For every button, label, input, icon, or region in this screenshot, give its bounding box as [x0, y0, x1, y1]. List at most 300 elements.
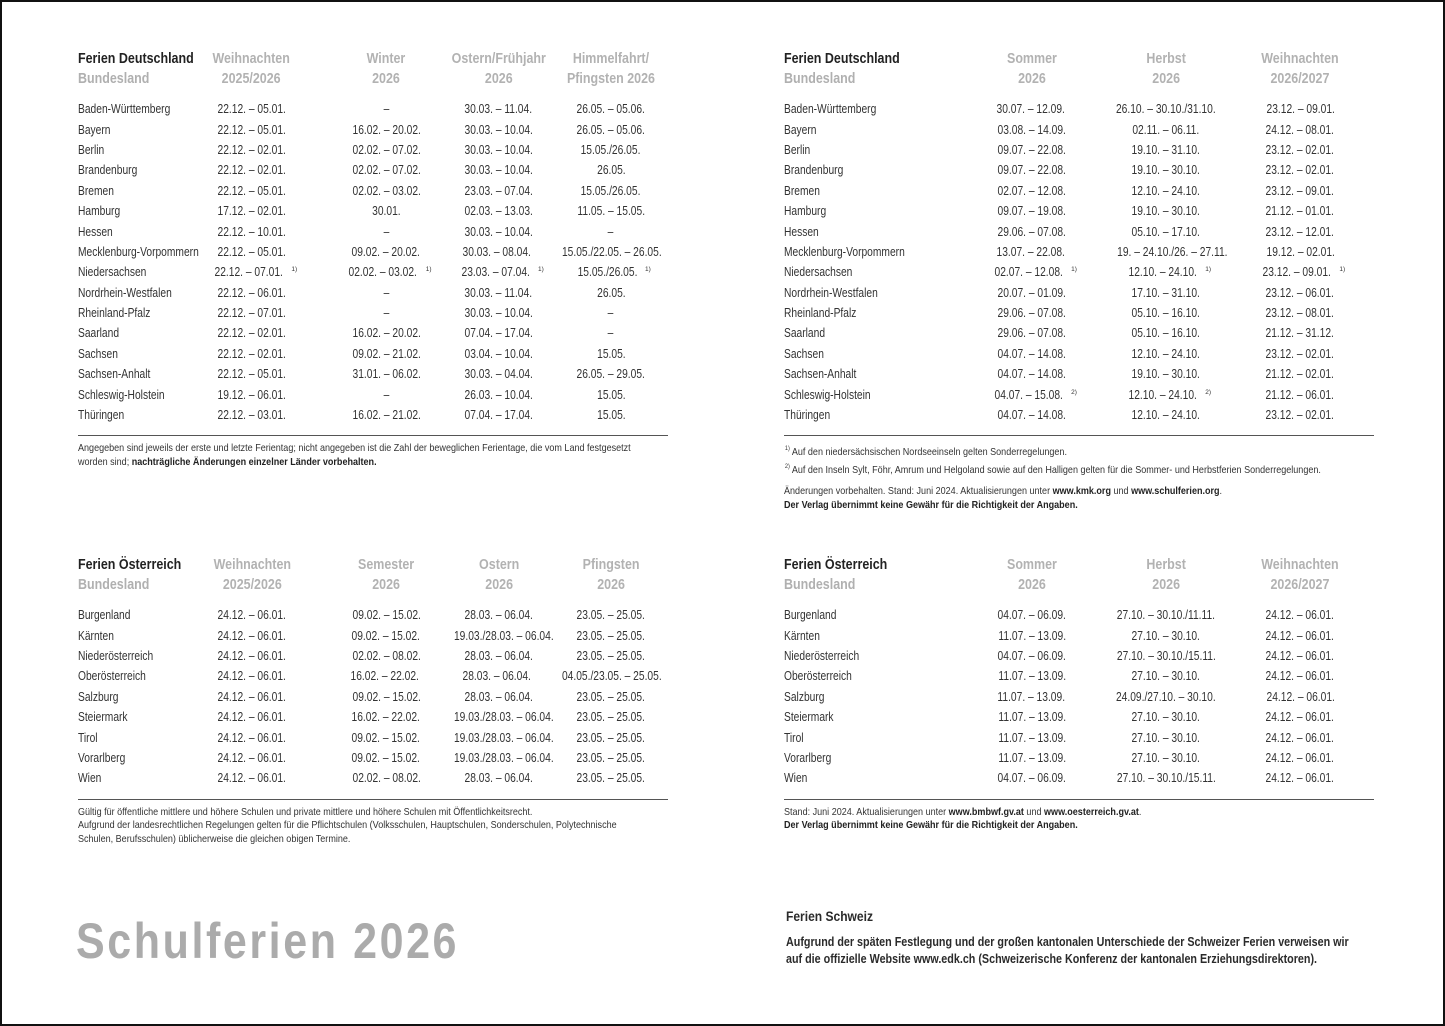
- state-name: Schleswig-Holstein: [78, 387, 165, 402]
- state-name: Bremen: [784, 183, 820, 198]
- date-range-cell: 19.10. – 30.10.: [1131, 204, 1201, 219]
- date-range-cell: 16.02. – 20.02.: [352, 122, 421, 137]
- date-range-cell: 22.12. – 10.01.: [217, 224, 287, 239]
- date-range-cell: –: [383, 387, 390, 402]
- state-name: Baden-Württemberg: [78, 102, 171, 117]
- footnote-marker: 1): [645, 266, 651, 274]
- date-range-cell: 17.10. – 31.10.: [1131, 285, 1201, 300]
- date-range-cell: 05.10. – 17.10.: [1131, 224, 1201, 239]
- date-range-cell: 19.10. – 31.10.: [1131, 142, 1201, 157]
- date-range-cell: 23.12. – 06.01.: [1265, 285, 1335, 300]
- date-range-cell: 28.03. – 06.04.: [464, 771, 533, 786]
- table-row: [784, 364, 1374, 384]
- table-row: [78, 768, 669, 788]
- date-range-cell: 30.03. – 10.04.: [464, 224, 533, 239]
- source-note: Stand: Juni 2024. Aktualisierungen unter www.bmbwf.gv.at und www.oesterreich.gv.at. Der Verlag übernimmt keine Gewähr für die Richtigkeit der Angaben.: [784, 806, 1374, 833]
- state-name: Bremen: [78, 183, 114, 198]
- date-range-cell: 15.05.: [596, 387, 626, 402]
- date-range-cell: 24.12. – 06.01.: [217, 608, 287, 623]
- date-range-cell: 27.10. – 30.10./11.11.: [1116, 608, 1216, 623]
- date-range-cell: 26.10. – 30.10./31.10.: [1115, 102, 1216, 117]
- date-range-cell: 26.05. – 05.06.: [576, 122, 646, 137]
- state-name: Sachsen-Anhalt: [784, 367, 857, 382]
- date-range-cell: 04.07. – 06.09.: [997, 771, 1066, 786]
- table-row: [784, 605, 1374, 625]
- date-range-cell: 19.12. – 02.01.: [1266, 244, 1335, 259]
- source-note: Änderungen vorbehalten. Stand: Juni 2024. Aktualisierungen unter www.kmk.org und www.schulferien.org.: [784, 485, 1223, 498]
- date-range-cell: 02.02. – 08.02.: [352, 771, 421, 786]
- date-range-cell: 23.03. – 07.04.: [464, 183, 533, 198]
- date-range-cell: 02.03. – 13.03.: [464, 204, 533, 219]
- state-name: Hessen: [78, 224, 113, 239]
- date-range-cell: 09.02. – 15.02.: [351, 750, 420, 765]
- date-range-cell: 07.04. – 17.04.: [464, 326, 533, 341]
- date-range-cell: 13.07. – 22.08.: [996, 244, 1066, 259]
- state-name: Wien: [784, 771, 808, 786]
- date-range-cell: 23.12. – 02.01.: [1265, 346, 1335, 361]
- date-range-cell: 30.03. – 11.04.: [464, 102, 533, 117]
- date-range-cell: 24.12. – 06.01.: [1265, 750, 1335, 765]
- state-name: Steiermark: [78, 710, 128, 725]
- table-row: [784, 242, 1374, 262]
- table-row: [784, 666, 1374, 686]
- column-header-semester: Semester 2026: [358, 557, 415, 593]
- table-header: [78, 49, 669, 91]
- switzerland-text: Aufgrund der späten Festlegung und der großen kantonalen Unterschiede der Schweizer Ferien verweisen wir auf die offizielle Website www.edk.ch (Schweizerische Konferenz der kantonalen Erziehungsdirektoren).: [786, 935, 1349, 966]
- state-name: Thüringen: [784, 408, 831, 423]
- date-range-cell: 24.12. – 06.01.: [1265, 771, 1335, 786]
- table-row: [784, 201, 1374, 221]
- column-header-christmas: Weihnachten 2025/2026: [213, 557, 291, 593]
- table-row: [78, 707, 669, 727]
- table-row: [78, 687, 669, 707]
- date-range-cell: 15.05./22.05. – 26.05.: [561, 244, 662, 259]
- column-header-easter: Ostern 2026: [478, 557, 519, 593]
- state-name: Schleswig-Holstein: [784, 387, 871, 402]
- date-range-cell: 27.10. – 30.10./15.11.: [1116, 771, 1216, 786]
- table-row: [78, 344, 669, 364]
- table-row: [784, 344, 1374, 364]
- date-range-cell: 05.10. – 16.10.: [1131, 306, 1201, 321]
- date-range-cell: 19.10. – 30.10.: [1131, 367, 1201, 382]
- table-row: [78, 323, 669, 343]
- date-range-cell: 23.03. – 07.04. $^{1)}$: [461, 265, 544, 280]
- date-range-cell: 09.07. – 19.08.: [997, 204, 1067, 219]
- date-range-cell: 15.05.: [596, 346, 626, 361]
- date-range-cell: 24.12. – 06.01.: [1265, 710, 1335, 725]
- date-range-cell: 02.02. – 03.02. $^{1)}$: [348, 265, 432, 280]
- table-row: [784, 625, 1374, 645]
- footnote-marker: 2): [1205, 388, 1212, 396]
- date-range-cell: 24.12. – 06.01.: [1265, 628, 1335, 643]
- date-range-cell: 27.10. – 30.10.: [1131, 710, 1201, 725]
- date-range-cell: 26.05.: [596, 285, 626, 300]
- state-name: Oberösterreich: [78, 669, 146, 684]
- column-header-easter: Ostern/Frühjahr 2026: [451, 51, 546, 87]
- footnote-marker: 1): [291, 266, 298, 274]
- table-row: [784, 748, 1374, 768]
- date-range-cell: 24.12. – 06.01.: [217, 710, 286, 725]
- state-name: Mecklenburg-Vorpommern: [784, 244, 905, 259]
- date-range-cell: 27.10. – 30.10.: [1131, 669, 1201, 684]
- date-range-cell: 22.12. – 07.01.: [217, 306, 287, 321]
- state-name: Hessen: [784, 224, 819, 239]
- state-name: Brandenburg: [78, 163, 138, 178]
- table-row: [784, 119, 1374, 139]
- date-range-cell: 12.10. – 24.10.: [1131, 183, 1201, 198]
- state-name: Mecklenburg-Vorpommern: [78, 244, 199, 259]
- state-name: Brandenburg: [784, 163, 844, 178]
- column-header-pentecost: Himmelfahrt/ Pfingsten 2026: [567, 51, 656, 87]
- date-range-cell: 19.03./28.03. – 06.04.: [454, 750, 554, 765]
- date-range-cell: 11.07. – 13.09.: [998, 669, 1066, 684]
- date-range-cell: 30.03. – 10.04.: [464, 122, 533, 137]
- state-name: Niedersachsen: [784, 265, 853, 280]
- footnote-marker: 1): [1339, 266, 1346, 274]
- date-range-cell: 26.05. – 05.06.: [576, 102, 646, 117]
- date-range-cell: 04.07. – 14.08.: [997, 367, 1067, 382]
- table-row: [78, 646, 669, 666]
- footnote-2: $^{2)}$ Auf den Inseln Sylt, Föhr, Amrum und Helgoland sowie auf den Halligen gelten für die Sommer- und Herbstferien Sonderregelungen.: [784, 462, 1321, 476]
- column-header-autumn: Herbst 2026: [1146, 557, 1186, 593]
- state-name: Burgenland: [78, 608, 131, 623]
- table-row: [78, 405, 669, 425]
- austria-holidays-table-2: [784, 555, 1374, 833]
- state-name: Berlin: [784, 142, 811, 157]
- table-body: [78, 99, 669, 425]
- table-title: Ferien Deutschland: [784, 51, 900, 67]
- date-range-cell: 05.10. – 16.10.: [1131, 326, 1201, 341]
- state-name: Saarland: [78, 326, 120, 341]
- date-range-cell: 21.12. – 01.01.: [1265, 204, 1335, 219]
- date-range-cell: 29.06. – 07.08.: [997, 224, 1067, 239]
- date-range-cell: 11.07. – 13.09.: [998, 750, 1066, 765]
- table-body: [784, 605, 1374, 789]
- footnote-1: $^{1)}$ Auf den niedersächsischen Nordseeinseln gelten Sonderregelungen.: [784, 445, 1067, 459]
- date-range-cell: –: [383, 102, 390, 117]
- date-range-cell: 22.12. – 02.01.: [217, 163, 287, 178]
- germany-holidays-table-1: [78, 49, 669, 469]
- date-range-cell: 22.12. – 05.01.: [217, 102, 287, 117]
- state-name: Tirol: [78, 730, 98, 745]
- state-name: Bayern: [784, 122, 817, 137]
- date-range-cell: 22.12. – 06.01.: [217, 285, 287, 300]
- state-name: Bayern: [78, 122, 111, 137]
- date-range-cell: 09.02. – 15.02.: [352, 689, 421, 704]
- date-range-cell: 23.05. – 25.05.: [576, 750, 646, 765]
- table-header: [784, 555, 1374, 597]
- divider: [784, 799, 1374, 800]
- date-range-cell: 09.02. – 15.02.: [351, 628, 420, 643]
- date-range-cell: –: [383, 285, 390, 300]
- state-name: Vorarlberg: [78, 750, 126, 765]
- table-row: [784, 262, 1374, 282]
- date-range-cell: 24.12. – 06.01.: [1265, 730, 1335, 745]
- date-range-cell: 24.12. – 06.01.: [217, 730, 286, 745]
- date-range-cell: 02.02. – 07.02.: [352, 142, 421, 157]
- table-row: [784, 303, 1374, 323]
- date-range-cell: 27.10. – 30.10.: [1131, 628, 1201, 643]
- date-range-cell: 19. – 24.10./26. – 27.11.: [1116, 244, 1228, 259]
- date-range-cell: 24.12. – 06.01.: [217, 689, 287, 704]
- link-bmbwf[interactable]: www.bmbwf.gv.at: [948, 805, 1024, 818]
- date-range-cell: 19.03./28.03. – 06.04.: [454, 628, 554, 643]
- state-name: Nordrhein-Westfalen: [78, 285, 172, 300]
- date-range-cell: –: [608, 306, 614, 321]
- state-name: Kärnten: [784, 628, 820, 643]
- footnote-marker: 1): [1071, 266, 1077, 274]
- link-oesterreich[interactable]: www.oesterreich.gv.at: [1044, 805, 1139, 818]
- date-range-cell: 12.10. – 24.10. $^{1)}$: [1128, 265, 1212, 280]
- date-range-cell: 24.12. – 06.01.: [1265, 608, 1335, 623]
- date-range-cell: 04.07. – 06.09.: [997, 648, 1066, 663]
- date-range-cell: 30.03. – 11.04.: [464, 285, 533, 300]
- date-range-cell: 24.12. – 06.01.: [217, 669, 286, 684]
- austria-holidays-table-1: [78, 555, 669, 846]
- date-range-cell: 04.07. – 15.08. $^{2)}$: [994, 387, 1077, 402]
- table-row: [784, 405, 1374, 425]
- date-range-cell: –: [608, 224, 614, 239]
- date-range-cell: 07.04. – 17.04.: [464, 408, 533, 423]
- link-kmk[interactable]: www.kmk.org: [1052, 485, 1111, 498]
- date-range-cell: –: [383, 306, 390, 321]
- column-header-winter: Winter 2026: [366, 51, 405, 87]
- date-range-cell: 22.12. – 02.01.: [217, 346, 287, 361]
- date-range-cell: 03.04. – 10.04.: [464, 346, 533, 361]
- date-range-cell: 19.10. – 30.10.: [1131, 163, 1201, 178]
- state-name: Saarland: [784, 326, 826, 341]
- state-name: Steiermark: [784, 710, 834, 725]
- date-range-cell: 26.03. – 10.04.: [464, 387, 533, 402]
- state-name: Kärnten: [78, 628, 114, 643]
- germany-holidays-table-2: [784, 49, 1374, 512]
- date-range-cell: 23.05. – 25.05.: [576, 628, 646, 643]
- table-header: [784, 49, 1374, 91]
- table-row: [784, 181, 1374, 201]
- date-range-cell: 29.06. – 07.08.: [997, 306, 1067, 321]
- divider: [784, 435, 1374, 436]
- state-name: Niedersachsen: [78, 265, 147, 280]
- date-range-cell: 02.02. – 03.02.: [352, 183, 421, 198]
- date-range-cell: 23.12. – 09.01. $^{1)}$: [1262, 265, 1346, 280]
- table-row: [78, 605, 669, 625]
- state-name: Hamburg: [784, 204, 827, 219]
- state-name: Rheinland-Pfalz: [78, 306, 151, 321]
- table-row: [784, 99, 1374, 119]
- date-range-cell: 19.03./28.03. – 06.04.: [454, 710, 554, 725]
- table-row: [784, 160, 1374, 180]
- date-range-cell: 24.12. – 06.01.: [1265, 669, 1335, 684]
- date-range-cell: 28.03. – 06.04.: [464, 648, 533, 663]
- table-row: [784, 687, 1374, 707]
- state-name: Thüringen: [78, 408, 125, 423]
- table-row: [784, 646, 1374, 666]
- date-range-cell: 30.01.: [372, 204, 401, 219]
- table-row: [78, 384, 669, 404]
- date-range-cell: 26.05. – 29.05.: [576, 367, 646, 382]
- column-header-autumn: Herbst 2026: [1146, 51, 1186, 87]
- date-range-cell: 19.03./28.03. – 06.04.: [454, 730, 554, 745]
- state-name: Oberösterreich: [784, 669, 852, 684]
- date-range-cell: 04.05./23.05. – 25.05.: [561, 669, 662, 684]
- footnotes: [784, 442, 1374, 512]
- date-range-cell: 11.07. – 13.09.: [998, 710, 1066, 725]
- table-note: Gültig für öffentliche mittlere und höhere Schulen und private mittlere und höhere Schulen mit Öffentlichkeitsrecht. Aufgrund der landesrechtlichen Regelungen gelten für die Pflichtschulen (Volksschulen, Hauptschulen, Sonderschulen, Polytechnische Schulen, Berufsschulen) üblicherweise die gleichen obigen Termine.: [78, 805, 617, 845]
- table-header: [78, 555, 669, 597]
- state-name: Sachsen: [784, 346, 824, 361]
- date-range-cell: 24.12. – 06.01.: [1266, 689, 1335, 704]
- date-range-cell: 20.07. – 01.09.: [997, 285, 1067, 300]
- date-range-cell: 28.03. – 06.04.: [462, 669, 532, 684]
- column-header-summer: Sommer 2026: [1006, 557, 1057, 593]
- date-range-cell: 23.05. – 25.05.: [576, 689, 646, 704]
- column-header-christmas: Weihnachten 2025/2026: [212, 51, 291, 87]
- table-note: Angegeben sind jeweils der erste und letzte Ferientag; nicht angegeben ist die Zahl der beweglichen Ferientage, die vom Land festgesetzt worden sind; nachträgliche Änderungen einzelner Länder vorbehalten.: [78, 442, 631, 468]
- table-row: [784, 323, 1374, 343]
- date-range-cell: 21.12. – 06.01.: [1265, 387, 1335, 402]
- state-name: Niederösterreich: [784, 648, 860, 663]
- date-range-cell: 16.02. – 22.02.: [351, 710, 420, 725]
- footnote-marker: 1): [1205, 266, 1212, 274]
- date-range-cell: 11.07. – 13.09.: [997, 689, 1065, 704]
- state-name: Hamburg: [78, 204, 121, 219]
- switzerland-section: [786, 906, 1386, 968]
- table-row: [78, 99, 669, 119]
- table-title: Ferien Deutschland: [78, 51, 194, 67]
- date-range-cell: 22.12. – 03.01.: [217, 408, 287, 423]
- page-title: Schulferien 2026: [76, 913, 460, 969]
- date-range-cell: 09.02. – 15.02.: [352, 608, 421, 623]
- divider: [78, 435, 668, 436]
- column-header-pentecost: Pfingsten 2026: [582, 557, 640, 593]
- column-header-summer: Sommer 2026: [1006, 51, 1057, 87]
- state-name: Sachsen-Anhalt: [78, 367, 151, 382]
- date-range-cell: 19.12. – 06.01.: [217, 387, 287, 402]
- date-range-cell: 02.02. – 08.02.: [352, 648, 421, 663]
- table-row: [78, 748, 669, 768]
- table-body: [784, 99, 1374, 425]
- date-range-cell: 09.02. – 20.02.: [351, 244, 420, 259]
- state-name: Wien: [78, 771, 102, 786]
- date-range-cell: 17.12. – 02.01.: [217, 204, 287, 219]
- date-range-cell: 12.10. – 24.10.: [1131, 346, 1201, 361]
- table-row: [78, 666, 669, 686]
- switzerland-title: Ferien Schweiz: [786, 908, 873, 924]
- table-row: [784, 140, 1374, 160]
- table-row: [78, 262, 669, 282]
- date-range-cell: 23.05. – 25.05.: [576, 710, 646, 725]
- state-name: Baden-Württemberg: [784, 102, 877, 117]
- table-row: [78, 160, 669, 180]
- date-range-cell: 28.03. – 06.04.: [464, 689, 533, 704]
- date-range-cell: 09.07. – 22.08.: [997, 142, 1067, 157]
- link-schulferien[interactable]: www.schulferien.org: [1131, 485, 1220, 498]
- table-row: [784, 707, 1374, 727]
- date-range-cell: 24.09./27.10. – 30.10.: [1115, 689, 1216, 704]
- date-range-cell: 21.12. – 02.01.: [1265, 367, 1335, 382]
- date-range-cell: 26.05.: [596, 163, 626, 178]
- date-range-cell: 23.05. – 25.05.: [576, 648, 646, 663]
- column-header-christmas: Weihnachten 2026/2027: [1261, 51, 1339, 87]
- column-header-state: Bundesland: [784, 577, 856, 593]
- column-header-state: Bundesland: [78, 577, 150, 593]
- date-range-cell: 11.07. – 13.09.: [998, 730, 1066, 745]
- table-row: [784, 384, 1374, 404]
- date-range-cell: 02.02. – 07.02.: [352, 163, 421, 178]
- date-range-cell: 22.12. – 05.01.: [217, 367, 287, 382]
- date-range-cell: 24.12. – 06.01.: [1265, 648, 1335, 663]
- date-range-cell: 27.10. – 30.10.: [1131, 750, 1201, 765]
- state-name: Nordrhein-Westfalen: [784, 285, 878, 300]
- date-range-cell: 11.05. – 15.05.: [577, 204, 645, 219]
- date-range-cell: 24.12. – 06.01.: [217, 628, 286, 643]
- state-name: Tirol: [784, 730, 804, 745]
- state-name: Sachsen: [78, 346, 118, 361]
- table-row: [78, 625, 669, 645]
- date-range-cell: 23.12. – 02.01.: [1265, 163, 1335, 178]
- date-range-cell: 16.02. – 22.02.: [350, 669, 420, 684]
- table-row: [78, 283, 669, 303]
- date-range-cell: 23.05. – 25.05.: [576, 608, 646, 623]
- date-range-cell: 30.03. – 10.04.: [464, 306, 533, 321]
- date-range-cell: 15.05./26.05. $^{1)}$: [577, 265, 651, 280]
- date-range-cell: 22.12. – 05.01.: [217, 183, 287, 198]
- date-range-cell: 28.03. – 06.04.: [464, 608, 533, 623]
- table-row: [78, 201, 669, 221]
- date-range-cell: 22.12. – 07.01. $^{1)}$: [214, 265, 298, 280]
- date-range-cell: 16.02. – 20.02.: [352, 326, 421, 341]
- state-name: Rheinland-Pfalz: [784, 306, 857, 321]
- table-row: [78, 221, 669, 241]
- date-range-cell: 23.05. – 25.05.: [576, 771, 646, 786]
- date-range-cell: 27.10. – 30.10./15.11.: [1116, 648, 1216, 663]
- date-range-cell: 24.12. – 06.01.: [217, 771, 287, 786]
- table-row: [784, 727, 1374, 747]
- date-range-cell: 31.01. – 06.02.: [352, 367, 421, 382]
- column-header-state: Bundesland: [78, 71, 150, 87]
- date-range-cell: 24.12. – 06.01.: [217, 750, 286, 765]
- date-range-cell: 23.12. – 09.01.: [1265, 183, 1335, 198]
- date-range-cell: 22.12. – 02.01.: [217, 142, 287, 157]
- table-row: [78, 140, 669, 160]
- date-range-cell: 23.12. – 08.01.: [1265, 306, 1335, 321]
- table-row: [78, 727, 669, 747]
- date-range-cell: 09.02. – 21.02.: [352, 346, 421, 361]
- footnote-marker: 1): [537, 266, 544, 274]
- date-range-cell: 22.12. – 05.01.: [217, 122, 287, 137]
- date-range-cell: 09.02. – 15.02.: [351, 730, 420, 745]
- date-range-cell: 04.07. – 06.09.: [997, 608, 1067, 623]
- date-range-cell: –: [608, 326, 614, 341]
- date-range-cell: 30.03. – 04.04.: [464, 367, 533, 382]
- date-range-cell: –: [383, 224, 390, 239]
- table-row: [78, 242, 669, 262]
- state-name: Niederösterreich: [78, 648, 154, 663]
- date-range-cell: 09.07. – 22.08.: [997, 163, 1067, 178]
- date-range-cell: 22.12. – 02.01.: [217, 326, 287, 341]
- date-range-cell: 15.05./26.05.: [580, 142, 641, 157]
- date-range-cell: 04.07. – 14.08.: [997, 408, 1067, 423]
- footnote-marker: 2): [1071, 388, 1077, 396]
- date-range-cell: 02.07. – 12.08.: [997, 183, 1067, 198]
- date-range-cell: 30.07. – 12.09.: [996, 102, 1066, 117]
- state-name: Vorarlberg: [784, 750, 832, 765]
- column-header-state: Bundesland: [784, 71, 856, 87]
- date-range-cell: 24.12. – 06.01.: [217, 648, 287, 663]
- state-name: Salzburg: [784, 689, 825, 704]
- date-range-cell: 03.08. – 14.09.: [997, 122, 1067, 137]
- table-title: Ferien Österreich: [78, 557, 182, 573]
